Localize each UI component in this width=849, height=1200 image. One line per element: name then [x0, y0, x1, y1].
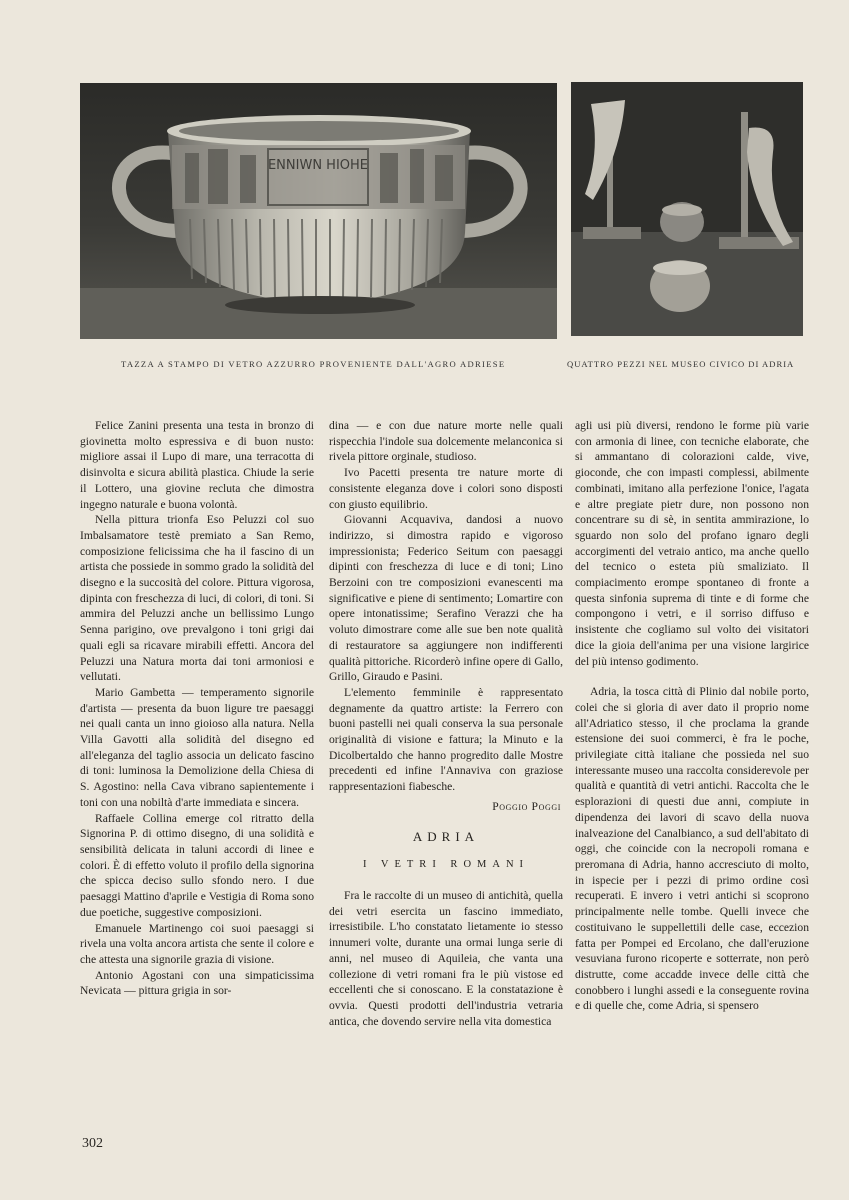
- author-signature: Poggio Poggi: [492, 799, 561, 813]
- figure-caption-left: TAZZA A STAMPO DI VETRO AZZURRO PROVENIENTE DALL'AGRO ADRIESE: [121, 359, 506, 369]
- paragraph: Raffaele Collina emerge col ritratto della Signorina P. di ottimo disegno, di una solidità e sensibilità delicata in taluni accordi di linee e colori. È di effetto voluto il profilo della signorina che spicca deciso sullo sfondo nero. I due paesaggi Mattino d'aprile e Vestigia di Roma sono due poetiche, suggestive composizioni.: [80, 811, 314, 919]
- figure-caption-right: QUATTRO PEZZI NEL MUSEO CIVICO DI ADRIA: [567, 359, 795, 369]
- paragraph: Fra le raccolte di un museo di antichità, quella dei vetri esercita un fascino immediato, irresistibile. L'ho constatato lietamente io stesso innumeri volte, durante una ormai lunga serie di anni, nel museo di Aquileia, che vanta una collezione di vetri romani fra le più vistose ed eccellenti che si conoscano. E la constatazione è ovvia. Questi prodotti dell'industria vetraria antica, che dovendo servire nella vita domestica: [329, 888, 563, 1028]
- paragraph: Ivo Pacetti presenta tre nature morte di consistente eleganza dove i colori sono disposti con giusto equilibrio.: [329, 466, 563, 511]
- section-title: ADRIA: [412, 828, 480, 844]
- paragraph: Giovanni Acquaviva, dandosi a nuovo indirizzo, si dimostra rapido e vigoroso impressionista; Federico Seitum con paesaggi dipinti con freschezza di luce e di toni; Lino Berzoini con tre composizioni evanescenti ma significative e piene di sentimento; Lomartire con opere intonatissime; Serafino Verazzi che ha voluto dimostrare come alle sue ben note qualità di restauratore sa aggiungere non indifferenti qualità pittoriche. Ricorderò infine opere di Gallo, Grillo, Giraudo e Pasini.: [329, 513, 563, 684]
- paragraph: Adria, la tosca città di Plinio dal nobile porto, colei che si gloria di aver dato il proprio nome all'Adriatico stesso, il che proclama la grande estensione dei suoi commerci, è fra le poche, privilegiate città italiane che possieda nel suo interessante museo una raccolta considerevole per qualità e quantità di vetri antichi. Raccolta che le esplorazioni di questi due anni, compiute in dipendenza dei lavori di scavo della nuova inalveazione del Canalbianco, a sud dell'abitato di oggi, che coincide con la necropoli romana e preromana di Adria, hanno accresciuto di molto, in ispecie per i pezzi di primo ordine così recuperati. E invero i vetri antichi si scoprono principalmente nelle tombe. Quelli invece che costituivano le suppellettili delle case, eccezion fatta per Pompei ed Ercolano, che dall'eruzione vesuviana furono ricoperte e sotterrate, non però distrutte, come accadde invece delle città che conobbero i lunghi assedi e la conseguente rovina e di quelle che, come Adria, si spensero: [575, 685, 809, 1013]
- paragraph: Antonio Agostani con una simpaticissima Nevicata — pittura grigia in sor-: [80, 968, 314, 998]
- section-subtitle: I VETRI ROMANI: [362, 859, 530, 871]
- page-number: 302: [82, 1136, 103, 1151]
- paragraph: dina — e con due nature morte nelle quali rispecchia l'indole sua dolcemente melanconica si rivela pittore orginale, studioso.: [329, 419, 563, 464]
- paragraph: Felice Zanini presenta una testa in bronzo di giovinetta molto espressiva e di buon nusto: migliore assai il Lupo di mare, una terracotta di disinvolta e sicura abilità plastica. Chiude la serie il Lottero, una giovine recluta che dimostra ingegno naturale e buona volontà.: [80, 419, 314, 511]
- paragraph: Mario Gambetta — temperamento signorile d'artista — presenta da buon ligure tre paesaggi nei quali canta un inno gioioso alla natura. Nella Villa Gavotti alla solidità del disegno ed all'eleganza del taglio associa un delicato fascino di toni: luminosa la Demolizione della Chiesa di S. Agostino: nella Cava vibrano sapientemente i toni con una nobiltà d'arte immediata e sincera.: [80, 685, 314, 809]
- paragraph: L'elemento femminile è rappresentato degnamente da quattro artiste: la Ferrero con buoni pastelli nei quali conserva la sua personale originalità di visione e fattura; la Minuto e la Dicolbertaldo che hanno progredito dalle Mostre precedenti ed infine l'Annaviva con graziose rappresentazioni fiabesche.: [329, 685, 563, 794]
- text-column-middle: [329, 418, 563, 1029]
- text-column-left: [80, 418, 314, 999]
- paragraph: Emanuele Martinengo coi suoi paesaggi si rivela una volta ancora artista che sente il colore e che attesta una signorile grazia di visione.: [80, 921, 314, 966]
- paragraph: agli usi più diversi, rendono le forme più varie con armonia di linee, con tecniche elaborate, che si ammantano di colorazioni calde, vive, gioconde, che con impasti complessi, abilmente combinati, imitano alla perfezione l'onice, l'agata e altre pregiate pietr dure, non possono non concentrare su di sè, in sentita ammirazione, lo sguardo non solo del profano ignaro degli accorgimenti del vetraio antico, ma anche quello del tecnico o esteta più smaliziato. Il compiacimento erompe spontaneo di fronte a questa sinfonia suprema di tinte e di forme che compongono i vetri, e il sorriso diffuso e insistente che cogliamo sul volto dei visitatori dice la gioia dell'anima per una visione largirice del più intenso godimento.: [575, 419, 809, 668]
- photo-glass-cup: [80, 83, 557, 339]
- cup-inscription: ENNIWN HIOHE: [267, 158, 369, 173]
- photo-four-pieces: [571, 82, 803, 336]
- paragraph: Nella pittura trionfa Eso Peluzzi col suo Imbalsamatore testè premiato a San Remo, composizione felicissima che ha il fascino di un artista che possiede in sommo grado la solidità del disegno e la succosità del colore. Pittura vigorosa, dipinta con freschezza di luci, di colori, di toni. Si ammira del Peluzzi anche un bellissimo Lungo Senna parigino, ove prevalgono i toni grigi dai quali egli sa ricavare mirabili effetti. Ancora del Peluzzi una Natura morta dai toni armoniosi e vellutati.: [80, 513, 314, 684]
- text-column-right: [575, 418, 809, 1014]
